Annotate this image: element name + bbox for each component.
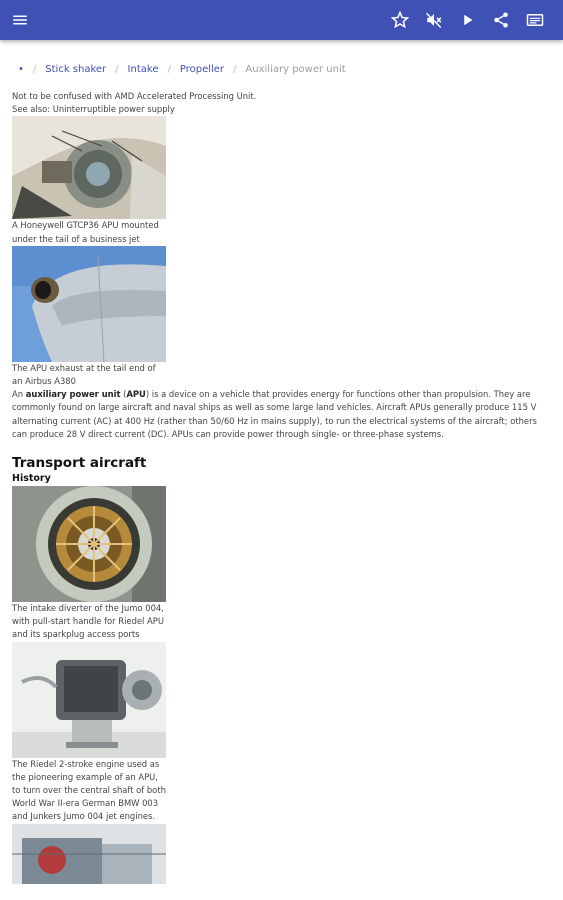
- image-a380-exhaust[interactable]: [12, 246, 166, 362]
- subsection-title-history: History: [12, 473, 51, 485]
- volume-off-icon[interactable]: [424, 10, 444, 30]
- star-icon[interactable]: [390, 10, 410, 30]
- breadcrumb-separator: /: [167, 64, 171, 75]
- figure-a380-exhaust: [12, 246, 166, 362]
- intro-paragraph: [12, 388, 550, 441]
- breadcrumb-separator: /: [32, 64, 37, 75]
- caption-riedel-engine: The Riedel 2-stroke engine used as the pioneering example of an APU, to turn over the central shaft of both World War II-era German BMW 003 and Junkers Jumo 004 jet engines.: [12, 758, 166, 822]
- image-cutaway-partial[interactable]: [12, 824, 166, 884]
- breadcrumb-item-stick-shaker[interactable]: Stick shaker: [45, 64, 107, 75]
- intro-term: auxiliary power unit: [25, 389, 121, 400]
- share-icon[interactable]: [491, 10, 511, 30]
- image-riedel-engine[interactable]: [12, 642, 166, 758]
- breadcrumb-home[interactable]: •: [18, 64, 24, 75]
- figure-riedel-engine: [12, 642, 166, 758]
- figure-honeywell-apu: [12, 116, 166, 219]
- breadcrumb-item-propeller[interactable]: Propeller: [179, 64, 225, 75]
- article-content: [12, 90, 552, 884]
- menu-icon[interactable]: [10, 10, 30, 30]
- figure-cutaway-partial: [12, 824, 166, 884]
- breadcrumb-separator: /: [233, 64, 237, 75]
- intro-rest: ) is a device on a vehicle that provides energy for functions other than propulsion. They are commonly found on large aircraft and naval ships as well as some large land vehicles. Aircraft APUs generally produce 115 V alternating current (AC) at 400 Hz (rather than 50/60 Hz in mains supply), to run the electrical systems of the aircraft; others can produce 28 V direct current (DC). APUs can provide power through single- or three-phase systems.: [12, 389, 537, 439]
- intro-abbr: APU: [126, 389, 146, 400]
- intro-mid: (: [120, 389, 127, 400]
- breadcrumb-separator: /: [115, 64, 119, 75]
- caption-jumo-intake: The intake diverter of the Jumo 004, with pull-start handle for Riedel APU and its sparkplug access ports: [12, 603, 164, 640]
- play-icon[interactable]: [458, 10, 478, 30]
- breadcrumb-current: Auxiliary power unit: [245, 64, 346, 75]
- figure-jumo-intake: [12, 486, 166, 602]
- caption-a380-exhaust: The APU exhaust at the tail end of an Airbus A380: [12, 362, 156, 387]
- breadcrumb: [18, 64, 346, 75]
- reader-icon[interactable]: [525, 10, 545, 30]
- image-jumo-intake[interactable]: [12, 486, 166, 602]
- breadcrumb-item-intake[interactable]: Intake: [127, 64, 159, 75]
- hatnote-see-also: See also: Uninterruptible power supply: [12, 104, 175, 115]
- hatnote-amd: Not to be confused with AMD Accelerated Processing Unit.: [12, 91, 257, 101]
- image-honeywell-apu[interactable]: [12, 116, 166, 219]
- app-bar: [0, 0, 563, 40]
- intro-prefix: An: [12, 389, 26, 400]
- section-title-transport-aircraft: Transport aircraft: [12, 455, 147, 472]
- caption-honeywell-apu: A Honeywell GTCP36 APU mounted under the tail of a business jet: [12, 220, 159, 244]
